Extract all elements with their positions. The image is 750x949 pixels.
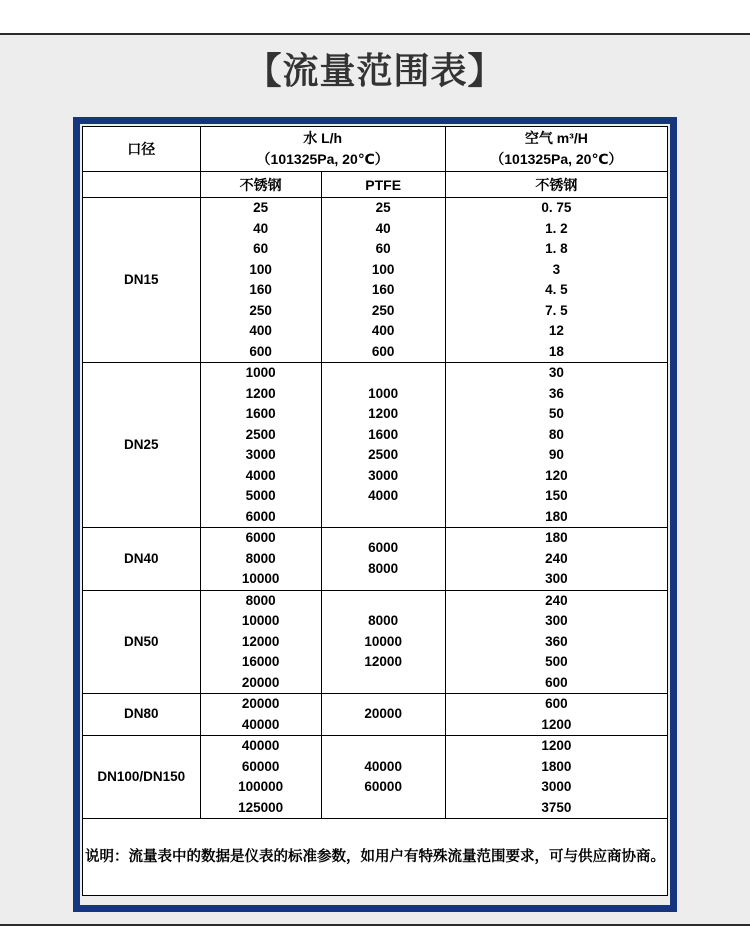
value-line: 1. 2: [545, 220, 568, 236]
subheader-air-stainless: 不锈钢: [445, 172, 667, 198]
note-text: 说明：流量表中的数据是仪表的标准参数，如用户有特殊流量范围要求，可与供应商协商。: [83, 819, 668, 896]
diameter-cell: [83, 363, 201, 528]
water-ptfe-cell: [321, 736, 445, 819]
diameter-cell: [83, 694, 201, 736]
value-line: 600: [545, 674, 568, 690]
water-stainless-cell: [200, 736, 321, 819]
value-line: 160: [371, 282, 395, 297]
flow-group-row: [83, 590, 668, 694]
value-line: 3: [552, 261, 561, 277]
diameter-cell: [83, 528, 201, 591]
value-line: 2500: [368, 447, 399, 462]
value-line: 5000: [245, 488, 276, 503]
water-stainless-cell: [200, 528, 321, 591]
value-line: 2500: [245, 426, 276, 442]
value-line: 8000: [245, 550, 276, 566]
flow-group-row: [83, 528, 668, 591]
value-line: 60: [375, 241, 391, 256]
value-line: 125000: [238, 799, 284, 815]
value-line: 20000: [241, 674, 280, 690]
value-line: 0. 75: [541, 200, 572, 215]
header-air: [445, 127, 667, 172]
header-water-title: 水 L/h: [303, 130, 343, 146]
subheader-water-stainless: 不锈钢: [200, 172, 321, 198]
value-line: 1000: [245, 365, 276, 380]
value-line: 240: [545, 550, 568, 566]
value-line: 25: [253, 200, 269, 215]
value-line: 6000: [368, 540, 399, 556]
value-line: 12000: [364, 654, 402, 669]
value-line: 500: [545, 654, 568, 669]
air-stainless-cell: [445, 528, 667, 591]
value-line: DN50: [124, 633, 159, 649]
value-line: DN40: [124, 550, 159, 566]
water-stainless-cell: [200, 198, 321, 363]
flow-group-row: [83, 736, 668, 819]
value-line: 20000: [364, 706, 402, 722]
diameter-cell: [83, 590, 201, 694]
value-line: 1200: [245, 385, 276, 401]
value-line: 60000: [241, 758, 280, 774]
value-line: 7. 5: [545, 302, 568, 318]
water-ptfe-cell: [321, 694, 445, 736]
value-line: 50: [548, 406, 564, 421]
value-line: 240: [545, 592, 568, 608]
value-line: DN25: [124, 436, 159, 452]
value-line: 100: [249, 261, 272, 277]
value-line: 180: [545, 530, 568, 545]
value-line: 10000: [241, 613, 280, 628]
flow-group-row: [83, 363, 668, 528]
value-line: 1. 8: [545, 241, 568, 256]
water-ptfe-cell: [321, 198, 445, 363]
value-line: 1600: [245, 406, 276, 421]
header-water: [200, 127, 445, 172]
value-line: 60000: [364, 779, 402, 794]
value-line: 1200: [541, 716, 572, 732]
value-line: 600: [249, 343, 272, 359]
value-line: 100000: [238, 779, 284, 794]
value-line: 300: [545, 571, 568, 586]
value-line: 100: [371, 261, 395, 277]
value-line: 40000: [241, 738, 280, 753]
value-line: 25: [375, 200, 391, 215]
water-ptfe-cell: [321, 363, 445, 528]
water-stainless-cell: [200, 590, 321, 694]
value-line: 300: [545, 613, 568, 628]
value-line: 1800: [541, 758, 572, 774]
value-line: 250: [371, 302, 395, 318]
value-line: 3000: [245, 447, 276, 462]
air-stainless-cell: [445, 590, 667, 694]
value-line: 8000: [245, 592, 276, 608]
value-line: DN100/DN150: [97, 768, 186, 784]
value-line: 250: [249, 302, 272, 318]
value-line: 1200: [541, 738, 572, 753]
value-line: 160: [249, 282, 272, 297]
value-line: 400: [371, 323, 395, 338]
header-row-materials: [83, 172, 668, 198]
air-stainless-cell: [445, 363, 667, 528]
value-line: 10000: [364, 633, 402, 649]
value-line: 40000: [241, 716, 280, 732]
header-water-condition: （101325Pa, 20℃）: [256, 151, 389, 167]
subheader-water-ptfe: PTFE: [321, 172, 445, 198]
value-line: 18: [548, 343, 564, 359]
value-line: 180: [545, 508, 568, 524]
value-line: 400: [249, 323, 272, 338]
value-line: 30: [548, 365, 564, 380]
flow-range-panel: [73, 117, 677, 912]
value-line: 40: [253, 220, 269, 236]
value-line: 360: [545, 633, 568, 649]
value-line: 12: [548, 323, 564, 338]
value-line: 90: [548, 447, 564, 462]
water-stainless-cell: [200, 363, 321, 528]
value-line: DN15: [124, 271, 159, 287]
value-line: 36: [548, 385, 564, 401]
value-line: 6000: [245, 530, 276, 545]
header-row-units: [83, 127, 668, 172]
value-line: 16000: [241, 654, 280, 669]
value-line: 6000: [245, 508, 276, 524]
flow-range-table: [82, 126, 668, 896]
value-line: 1000: [368, 385, 399, 401]
value-line: 120: [545, 467, 568, 483]
value-line: 4000: [245, 467, 276, 483]
value-line: DN80: [124, 706, 159, 722]
value-line: 1600: [368, 426, 399, 442]
water-ptfe-cell: [321, 590, 445, 694]
page-title: 【流量范围表】: [245, 50, 505, 91]
air-stainless-cell: [445, 694, 667, 736]
value-line: 8000: [368, 560, 399, 576]
value-line: 10000: [241, 571, 280, 586]
diameter-cell: [83, 198, 201, 363]
value-line: 12000: [241, 633, 280, 649]
value-line: 40000: [364, 758, 402, 774]
header-diameter-label: 口径: [127, 140, 156, 157]
air-stainless-cell: [445, 736, 667, 819]
value-line: 3750: [541, 799, 572, 815]
value-line: 8000: [368, 613, 399, 628]
value-line: 4000: [368, 488, 399, 503]
value-line: 20000: [241, 696, 280, 711]
flow-group-row: [83, 198, 668, 363]
content-band: [0, 33, 750, 926]
value-line: 3000: [368, 467, 399, 483]
value-line: 600: [545, 696, 568, 711]
header-diameter: [83, 127, 201, 172]
value-line: 40: [375, 220, 391, 236]
air-stainless-cell: [445, 198, 667, 363]
header-air-condition: （101325Pa, 20℃）: [490, 151, 623, 167]
value-line: 4. 5: [545, 282, 568, 297]
water-stainless-cell: [200, 694, 321, 736]
note-row: [83, 819, 668, 896]
flow-table-body: [83, 198, 668, 819]
value-line: 60: [253, 241, 269, 256]
value-line: 3000: [541, 779, 572, 794]
water-ptfe-cell: [321, 528, 445, 591]
subheader-empty: [83, 172, 201, 198]
diameter-cell: [83, 736, 201, 819]
value-line: 150: [545, 488, 568, 503]
flow-group-row: [83, 694, 668, 736]
value-line: 80: [548, 426, 564, 442]
value-line: 600: [371, 343, 395, 359]
value-line: 1200: [368, 406, 399, 421]
header-air-title: 空气 m³/H: [524, 130, 588, 146]
